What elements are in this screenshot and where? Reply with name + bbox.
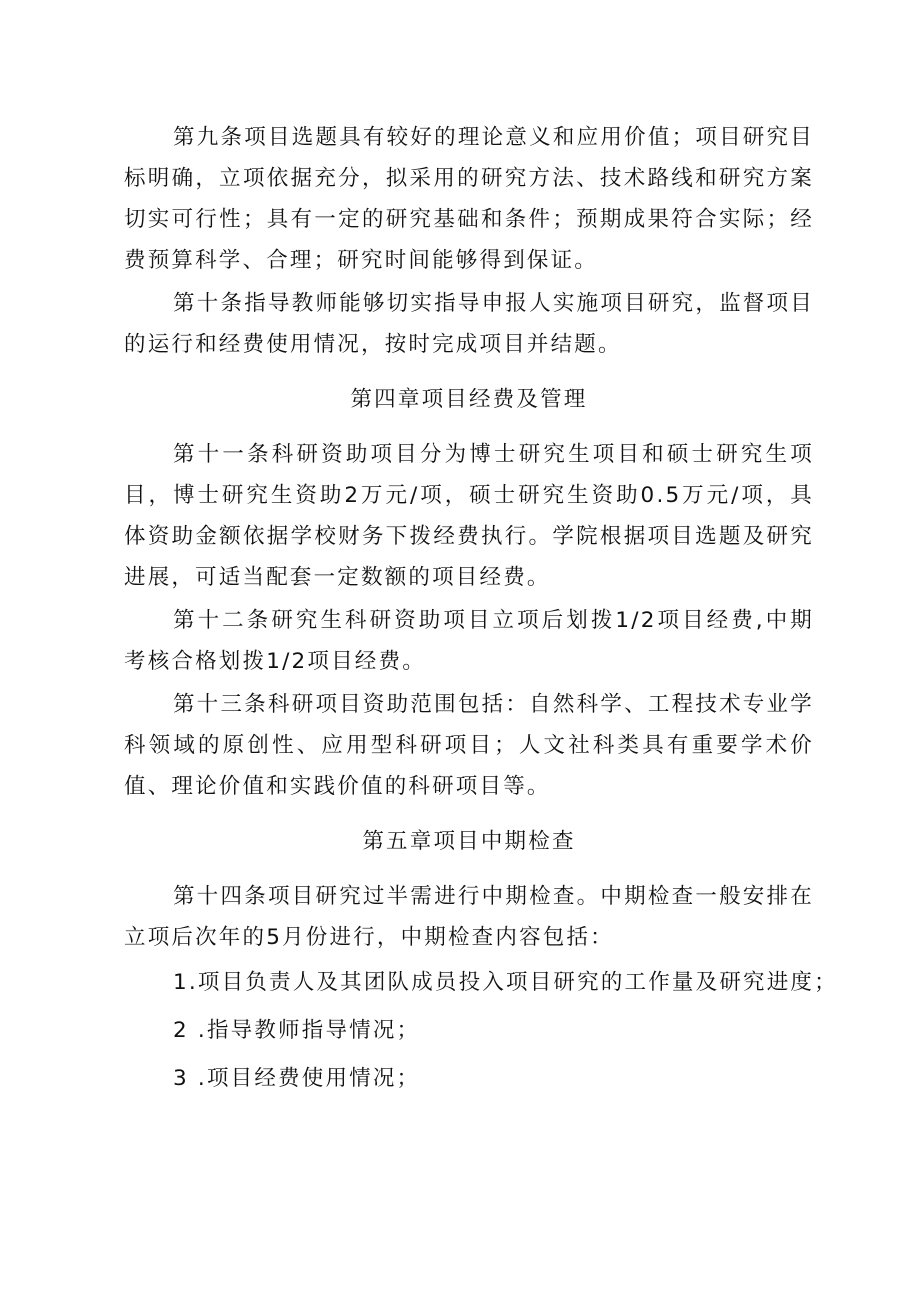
article-12-paragraph: 第十二条研究生科研资助项目立项后划拨1/2项目经费,中期考核合格划拨1/2项目经费。: [124, 608, 814, 674]
article-13-paragraph: 第十三条科研项目资助范围包括：自然科学、工程技术专业学科领域的原创性、应用型科研项目；人文社科类具有重要学术价值、理论价值和实践价值的科研项目等。: [124, 692, 814, 799]
article-10-paragraph: 第十条指导教师能够切实指导申报人实施项目研究，监督项目的运行和经费使用情况，按时完成项目并结题。: [124, 291, 814, 357]
article-11-paragraph: 第十一条科研资助项目分为博士研究生项目和硕士研究生项目，博士研究生资助2万元/项，硕士研究生资助0.5万元/项，具体资助金额依据学校财务下拨经费执行。学院根据项目选题及研究进展，可适当配套一定数额的项目经费。: [124, 442, 814, 590]
document-body: [124, 117, 838, 1099]
chapter-4-heading: 第四章项目经费及管理: [350, 387, 588, 412]
list-item: 2 .指导教师指导情况；: [173, 1018, 421, 1043]
article-9-paragraph: 第九条项目选题具有较好的理论意义和应用价值；项目研究目标明确，立项依据充分，拟采用的研究方法、技术路线和研究方案切实可行性；具有一定的研究基础和条件；预期成果符合实际；经费预算科学、合理；研究时间能够得到保证。: [124, 125, 814, 273]
list-item: 1.项目负责人及其团队成员投入项目研究的工作量及研究进度；: [173, 970, 838, 995]
article-14-paragraph: 第十四条项目研究过半需进行中期检查。中期检查一般安排在立项后次年的5月份进行，中期检查内容包括：: [124, 884, 814, 950]
list-item: 3 .项目经费使用情况；: [173, 1066, 421, 1091]
chapter-5-heading: 第五章项目中期检查: [362, 829, 576, 854]
